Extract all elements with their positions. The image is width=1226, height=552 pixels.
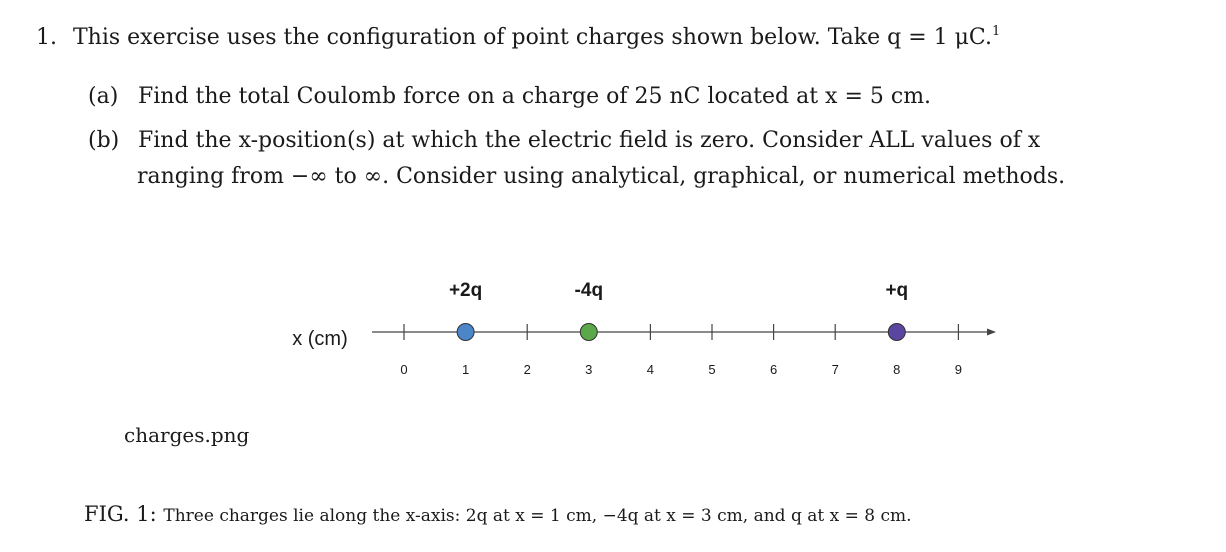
tick-label: 4 xyxy=(646,362,655,377)
charge-label: +2q xyxy=(448,280,483,301)
problem-number: 1. xyxy=(36,25,57,50)
figure-label: FIG. 1: xyxy=(84,502,157,526)
figure-caption-text: Three charges lie along the x-axis: 2q at x = 1 cm, −4q at x = 3 cm, and q at x = 8 cm. xyxy=(163,506,912,526)
problem-intro-text: This exercise uses the configuration of point charges shown below. Take q = 1 μC. xyxy=(73,25,992,50)
tick-label: 7 xyxy=(831,362,839,377)
figure-caption xyxy=(84,502,912,526)
part-a-label: (a) xyxy=(88,84,119,109)
tick-label: 1 xyxy=(461,362,470,377)
tick-label: 3 xyxy=(585,362,593,377)
part-b-text-line2: ranging from −∞ to ∞. Consider using analytical, graphical, or numerical methods. xyxy=(137,164,1066,189)
tick-label: 5 xyxy=(708,362,716,377)
image-filename: charges.png xyxy=(124,423,250,447)
tick-label: 9 xyxy=(954,362,963,377)
charge-dot xyxy=(457,324,474,341)
charge-label: -4q xyxy=(574,280,604,301)
axis-label: x (cm) xyxy=(292,328,348,350)
tick-label: 6 xyxy=(769,362,778,377)
footnote-mark: 1 xyxy=(991,24,1001,39)
part-a-text: Find the total Coulomb force on a charge of 25 nC located at x = 5 cm. xyxy=(138,84,932,109)
charge-dot xyxy=(580,324,597,341)
axis-arrowhead xyxy=(987,329,996,336)
part-b-label: (b) xyxy=(88,128,120,153)
tick-label: 0 xyxy=(400,362,408,377)
tick-label: 2 xyxy=(523,362,531,377)
tick-label: 8 xyxy=(893,362,901,377)
charge-label: +q xyxy=(885,280,909,301)
part-b-text-line1: Find the x-position(s) at which the electric field is zero. Consider ALL values of x xyxy=(138,128,1041,153)
charge-dot xyxy=(888,324,905,341)
